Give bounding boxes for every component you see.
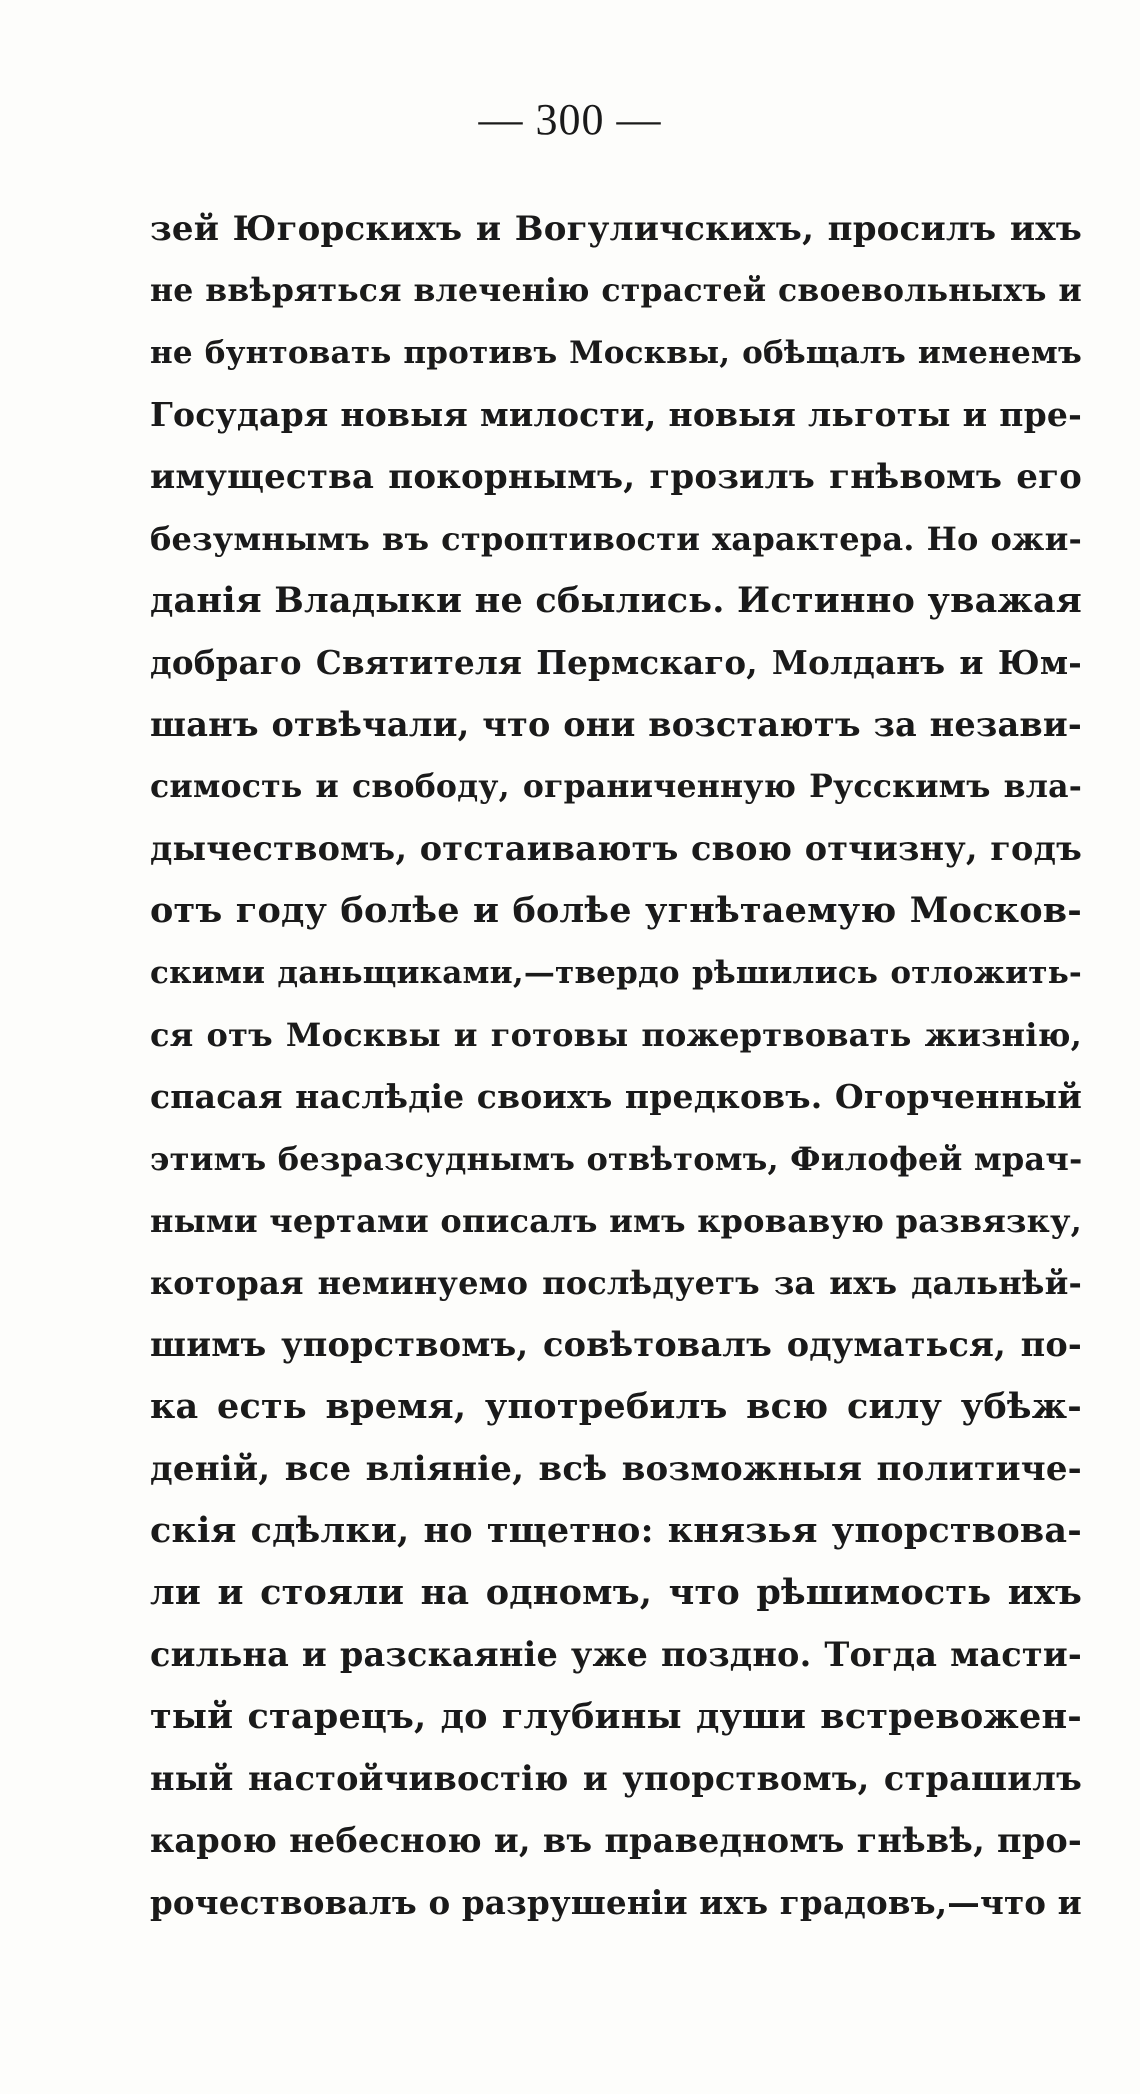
text-line: сильна и разскаяніе уже поздно. Тогда масти-	[150, 1635, 1082, 1674]
text-line: ный настойчивостію и упорствомъ, страшилъ	[150, 1759, 1082, 1798]
text-line: спасая наслѣдіе своихъ предковъ. Огорченный	[150, 1077, 1082, 1116]
body-text	[150, 198, 1082, 1934]
text-line: рочествовалъ о разрушеніи ихъ градовъ,—что и	[150, 1883, 1082, 1922]
text-line: не бунтовать противъ Москвы, обѣщалъ именемъ	[150, 335, 1082, 371]
text-line: безумнымъ въ строптивости характера. Но ожи-	[150, 520, 1082, 558]
text-line: ка есть время, употребилъ всю силу убѣж-	[150, 1386, 1082, 1427]
text-line: Государя новыя милости, новыя льготы и пре-	[150, 395, 1082, 434]
text-line: имущества покорнымъ, грозилъ гнѣвомъ его	[150, 457, 1082, 497]
text-line: отъ году болѣе и болѣе угнѣтаемую Москов-	[150, 890, 1082, 931]
text-line: симость и свободу, ограниченную Русскимъ вла-	[150, 768, 1082, 805]
text-line: скими даньщиками,—твердо рѣшились отложить-	[150, 955, 1082, 991]
text-line: тый старецъ, до глубины души встревожен-	[150, 1696, 1082, 1737]
text-line: шанъ отвѣчали, что они возстаютъ за незави-	[150, 705, 1082, 744]
text-line: данія Владыки не сбылись. Истинно уважая	[150, 580, 1082, 621]
text-line: шимъ упорствомъ, совѣтовалъ одуматься, по-	[150, 1325, 1082, 1364]
text-line: ся отъ Москвы и готовы пожертвовать жизнію,	[150, 1016, 1082, 1054]
text-line: которая неминуемо послѣдуетъ за ихъ дальнѣй-	[150, 1264, 1082, 1302]
text-line: ли и стояли на одномъ, что рѣшимость ихъ	[150, 1572, 1082, 1613]
text-line: карою небесною и, въ праведномъ гнѣвѣ, про-	[150, 1821, 1082, 1860]
text-line: ными чертами описалъ имъ кровавую развязку,	[150, 1202, 1082, 1240]
text-line: зей Югорскихъ и Вогуличскихъ, просилъ ихъ	[150, 209, 1082, 249]
page-number: — 300 —	[478, 95, 662, 144]
text-line: этимъ безразсуднымъ отвѣтомъ, Филофей мрач-	[150, 1140, 1083, 1178]
text-line: добраго Святителя Пермскаго, Молданъ и Юм-	[150, 643, 1082, 682]
text-line: деній, все вліяніе, всѣ возможныя политиче-	[150, 1449, 1082, 1489]
text-line: скія сдѣлки, но тщетно: князья упорствова-	[150, 1510, 1082, 1551]
text-line: дычествомъ, отстаиваютъ свою отчизну, годъ	[150, 829, 1082, 868]
text-line: не ввѣряться влеченію страстей своевольныхъ и	[150, 272, 1082, 309]
